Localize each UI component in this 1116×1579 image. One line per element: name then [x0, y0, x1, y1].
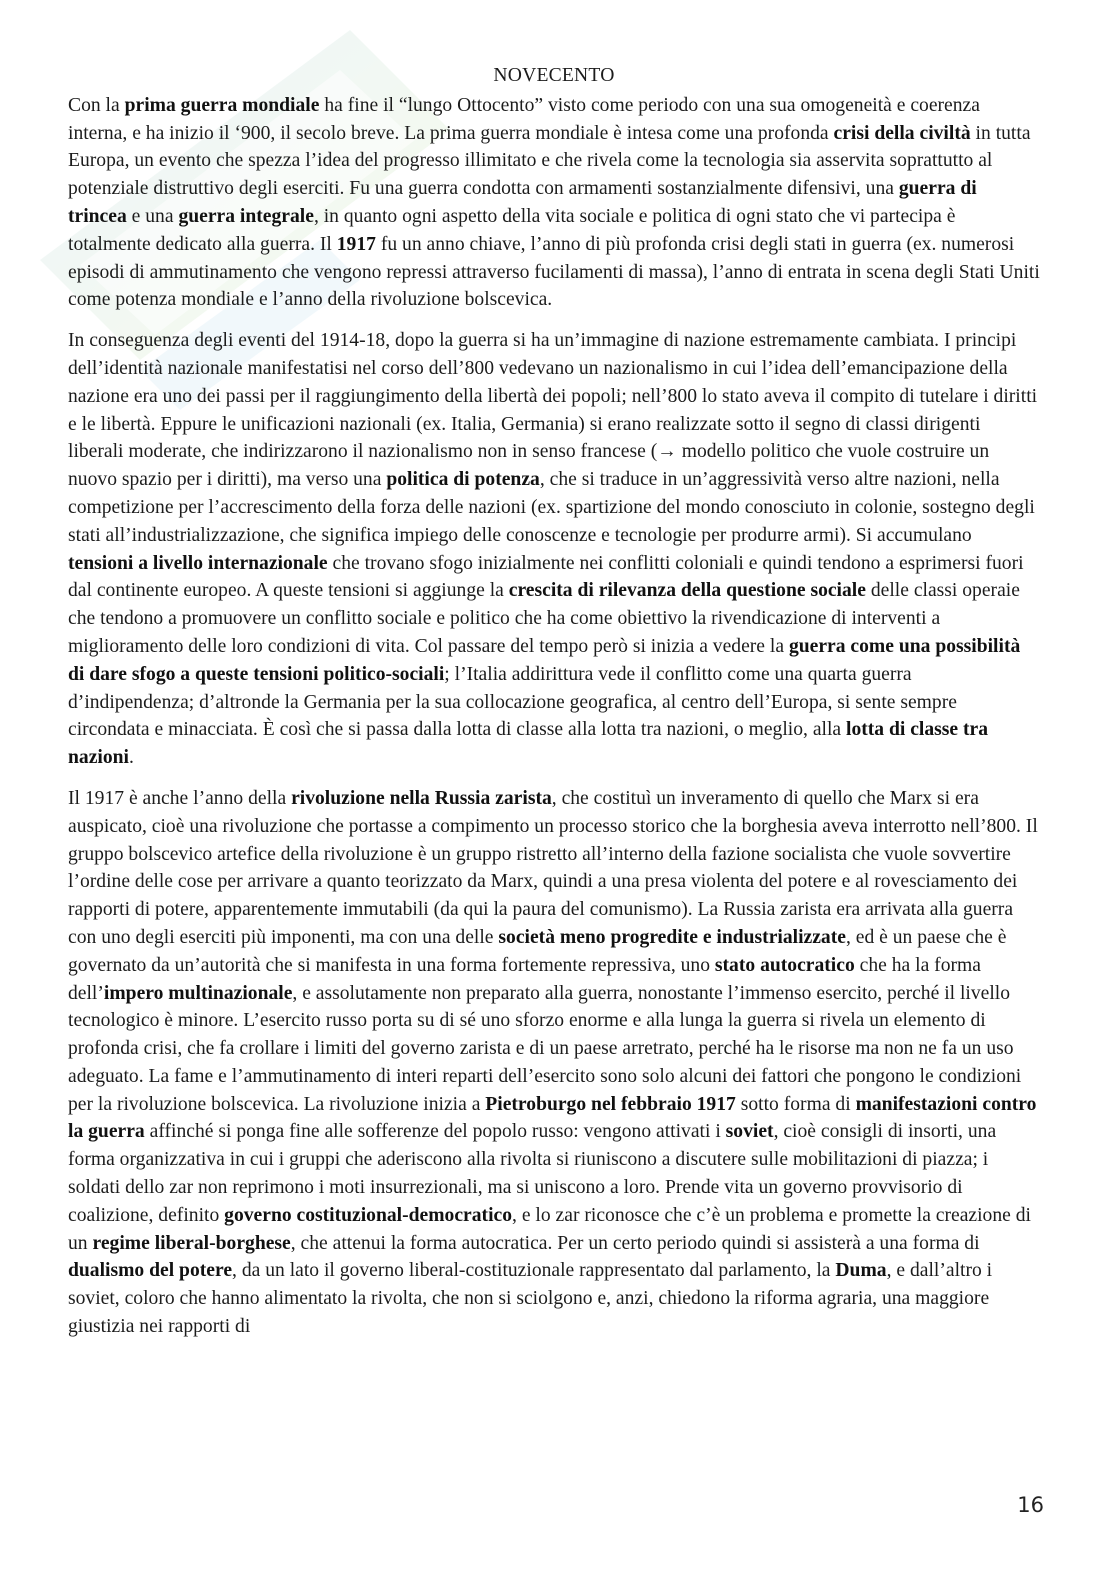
bold-text: lotta di classe tra nazioni	[68, 719, 989, 769]
text-run: ; l’Italia addirittura vede il conflitto come una quarta guerra d’indipendenza; d’altronde la Germania per la sua collocazione geografica, al centro dell’Europa, si sente sempre circondata e minacciata. È così che si passa dalla lotta di classe alla lotta tra nazioni, o meglio, alla	[68, 663, 957, 741]
bold-text: 1917	[336, 233, 376, 255]
text-run: , ed è un paese che è governato da un’autorità che si manifesta in una forma fortemente repressiva, uno	[68, 926, 1007, 976]
text-run: ha fine il “lungo Ottocento” visto come periodo con una sua omogeneità e coerenza interna, e ha inizio il ‘900, il secolo breve. La prima guerra mondiale è intesa come una profonda	[68, 94, 980, 144]
document-body	[68, 62, 1040, 1354]
paragraph	[68, 327, 1040, 772]
bold-text: rivoluzione nella Russia zarista	[291, 787, 552, 809]
text-run: affinché si ponga fine alle sofferenze del popolo russo: vengono attivati i	[144, 1121, 726, 1143]
bold-text: tensioni a livello internazionale	[68, 552, 328, 574]
text-run: .	[128, 747, 134, 769]
text-run: delle classi operaie che tendono a promuovere un conflitto sociale e politico che ha come obiettivo la rivendicazione di interventi a miglioramento delle loro condizioni di vita. Col passare del tempo però si inizia a vedere la	[68, 580, 1020, 657]
text-run: Con la	[68, 94, 125, 116]
bold-text: Duma	[835, 1260, 887, 1282]
text-run: , cioè consigli di insorti, una forma organizzativa in cui i gruppi che aderiscono alla rivolta si riuniscono a discutere sulle mobilitazioni di piazza; i soldati dello zar non reprimono i moti insurrezionali, ma si uniscono a loro. Prende vita un governo provvisorio di coalizione, definito	[68, 1121, 997, 1226]
text-run: che ha la forma dell’	[68, 954, 981, 1004]
bold-text: stato autocratico	[714, 954, 855, 976]
text-run: , e assolutamente non preparato alla guerra, nonostante l’immenso esercito, perché il livello tecnologico è minore. L’esercito russo porta su di sé uno sforzo enorme e alla lunga la guerra si rivela un elemento di profonda crisi, che fa crollare i limiti del governo zarista e di un paese arretrato, perché ha le risorse ma non ne fa un uso adeguato. La fame e l’ammutinamento di interi reparti dell’esercito sono solo alcuni dei fattori che pongono le condizioni per la rivoluzione bolscevica. La rivoluzione inizia a	[68, 982, 1022, 1115]
bold-text: prima guerra mondiale	[124, 94, 320, 116]
bold-text: crescita di rilevanza della questione sociale	[508, 580, 866, 602]
bold-text: dualismo del potere	[68, 1260, 233, 1282]
text-run: fu un anno chiave, l’anno di più profonda crisi degli stati in guerra (ex. numerosi episodi di ammutinamento che vengono repressi attraverso fucilamenti di massa), l’anno di entrata in scena degli Stati Uniti come potenza mondiale e l’anno della rivoluzione bolscevica.	[68, 233, 1040, 311]
bold-text: guerra come una possibilità di dare sfogo a queste tensioni politico-sociali	[68, 635, 1021, 685]
bold-text: crisi della civiltà	[833, 122, 971, 144]
text-run: , che costituì un inveramento di quello che Marx si era auspicato, cioè una rivoluzione che portasse a compimento un processo storico che la borghesia aveva interrotto nell’800. Il gruppo bolscevico artefice della rivoluzione è un gruppo ristretto all’interno della fazione socialista che vuole sovvertire l’ordine delle cose per arrivare a quanto teorizzato da Marx, quindi a una presa violenta del potere e al rovesciamento dei rapporti di potere, apparentemente immutabili (da qui la paura del comunismo). La Russia zarista era arrivata alla guerra con uno degli eserciti più imponenti, ma con una delle	[68, 787, 1038, 948]
text-run: , da un lato il governo liberal-costituzionale rappresentato dal parlamento, la	[232, 1260, 836, 1282]
paragraph	[68, 785, 1040, 1341]
text-run: , e dall’altro i soviet, coloro che hanno alimentato la rivolta, che non si sciolgono e, anzi, chiedono la riforma agraria, una maggiore giustizia nei rapporti di	[68, 1260, 993, 1338]
text-run: , e lo zar riconosce che c’è un problema e promette la creazione di un	[68, 1204, 1031, 1254]
bold-text: società meno progredite e industrializzate	[498, 926, 846, 948]
paragraph	[68, 92, 1040, 314]
text-run: e una	[126, 205, 179, 227]
bold-text: governo costituzional-democratico	[224, 1204, 513, 1226]
bold-text: guerra integrale	[178, 205, 314, 227]
bold-text: politica di potenza	[386, 469, 540, 491]
bold-text: impero multinazionale	[103, 982, 293, 1004]
text-run: che trovano sfogo inizialmente nei conflitti coloniali e quindi tendono a esprimersi fuori dal continente europeo. A queste tensioni si aggiunge la	[68, 552, 1024, 602]
page-title: NOVECENTO	[493, 65, 615, 86]
bold-text: Pietroburgo nel febbraio 1917	[485, 1093, 736, 1115]
text-run: Il 1917 è anche l’anno della	[68, 787, 292, 809]
text-run: In conseguenza degli eventi del 1914-18, dopo la guerra si ha un’immagine di nazione estremamente cambiata. I principi dell’identità nazionale manifestatisi nel corso dell’800 vedevano un nazionalismo in cui l’idea dell’emancipazione della nazione era uno dei passi per il raggiungimento della libertà dei popoli; nell’800 lo stato aveva il compito di tutelare i diritti e le libertà. Eppure le unificazioni nazionali (ex. Italia, Germania) si erano realizzate sotto il segno di classi dirigenti liberali moderate, che indirizzarono il nazionalismo non in senso francese (→ modello politico che vuole costruire un nuovo spazio per i diritti), ma verso una	[68, 330, 1038, 491]
page-number: 16	[1017, 1493, 1044, 1517]
text-run: , in quanto ogni aspetto della vita sociale e politica di ogni stato che vi partecipa è totalmente dedicato alla guerra. Il	[68, 205, 956, 255]
bold-text: regime liberal-borghese	[92, 1232, 291, 1254]
bold-text: guerra di trincea	[68, 178, 977, 227]
bold-text: manifestazioni contro la guerra	[68, 1093, 1037, 1143]
text-run: , che si traduce in un’aggressività verso altre nazioni, nella competizione per l’accrescimento della forza delle nazioni (ex. spartizione del mondo conosciuto in colonie, sostegno degli stati all’industrializzazione, che significa impiego delle conoscenze e tecnologie per produrre armi). Si accumulano	[68, 469, 1035, 546]
bold-text: soviet	[725, 1121, 774, 1143]
text-run: , che attenui la forma autocratica. Per un certo periodo quindi si assisterà a una forma di	[290, 1232, 980, 1254]
text-run: sotto forma di	[735, 1093, 856, 1115]
text-run: in tutta Europa, un evento che spezza l’idea del progresso illimitato e che rivela come la tecnologia sia asservita soprattutto al potenziale distruttivo degli eserciti. Fu una guerra condotta con armamenti sostanzialmente difensivi, una	[68, 122, 1031, 200]
